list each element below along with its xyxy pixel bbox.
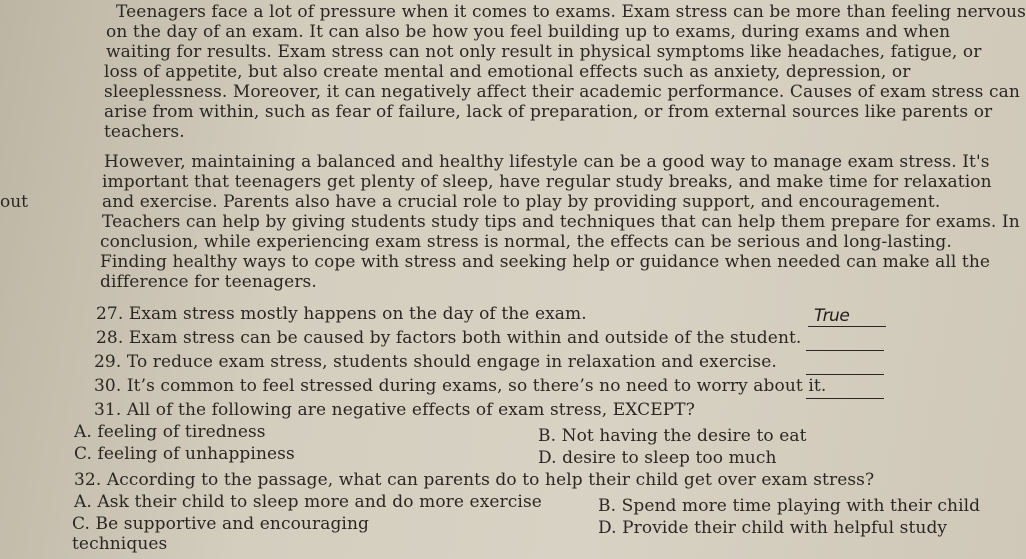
option-31-b[interactable]: B. Not having the desire to eat [538, 426, 807, 446]
margin-text: out [0, 192, 29, 212]
passage-line: Finding healthy ways to cope with stress and seeking help or guidance when needed can make all the [100, 252, 991, 272]
passage-line: Teachers can help by giving students study tips and techniques that can help them prepare for exams. In [102, 212, 1020, 232]
passage-line: conclusion, while experiencing exam stress is normal, the effects can be serious and long-lasting. [100, 232, 952, 252]
handwritten-answer-27: True [814, 306, 850, 326]
answer-blank-27[interactable] [808, 326, 886, 327]
option-32-c[interactable]: C. Be supportive and encouraging [72, 514, 369, 534]
option-32-a[interactable]: A. Ask their child to sleep more and do more exercise [74, 492, 542, 512]
answer-blank-30[interactable] [806, 398, 884, 399]
option-31-a[interactable]: A. feeling of tiredness [74, 422, 266, 442]
passage-line: waiting for results. Exam stress can not only result in physical symptoms like headaches, fatigue, or [106, 42, 982, 62]
question-28: 28. Exam stress can be caused by factors both within and outside of the student. [96, 328, 802, 348]
passage-line: on the day of an exam. It can also be how you feel building up to exams, during exams and when [106, 22, 951, 42]
passage-line: teachers. [104, 122, 185, 142]
passage-line: sleeplessness. Moreover, it can negatively affect their academic performance. Causes of exam stress can [104, 82, 1020, 102]
question-32: 32. According to the passage, what can parents do to help their child get over exam stress? [74, 470, 875, 490]
passage-line: difference for teenagers. [100, 272, 317, 292]
passage-line: arise from within, such as fear of failure, lack of preparation, or from external sources like parents or [104, 102, 993, 122]
option-31-c[interactable]: C. feeling of unhappiness [74, 444, 295, 464]
question-29: 29. To reduce exam stress, students should engage in relaxation and exercise. [94, 352, 777, 372]
answer-blank-29[interactable] [806, 374, 884, 375]
passage-line: However, maintaining a balanced and healthy lifestyle can be a good way to manage exam stress. It's [104, 152, 990, 172]
option-32-b[interactable]: B. Spend more time playing with their child [598, 496, 981, 516]
passage-line: Teenagers face a lot of pressure when it comes to exams. Exam stress can be more than feeling nervous [116, 2, 1026, 22]
passage-line: and exercise. Parents also have a crucial role to play by providing support, and encouragement. [102, 192, 941, 212]
option-32-d[interactable]: D. Provide their child with helpful study [598, 518, 948, 538]
passage-line: loss of appetite, but also create mental and emotional effects such as anxiety, depression, or [104, 62, 911, 82]
option-31-d[interactable]: D. desire to sleep too much [538, 448, 777, 468]
question-30: 30. It’s common to feel stressed during exams, so there’s no need to worry about it. [94, 376, 827, 396]
question-31: 31. All of the following are negative effects of exam stress, EXCEPT? [94, 400, 695, 420]
passage-line: important that teenagers get plenty of sleep, have regular study breaks, and make time for relaxation [102, 172, 992, 192]
answer-blank-28[interactable] [806, 350, 884, 351]
option-32-d-continued: techniques [72, 534, 168, 554]
question-27: 27. Exam stress mostly happens on the day of the exam. [96, 304, 587, 324]
